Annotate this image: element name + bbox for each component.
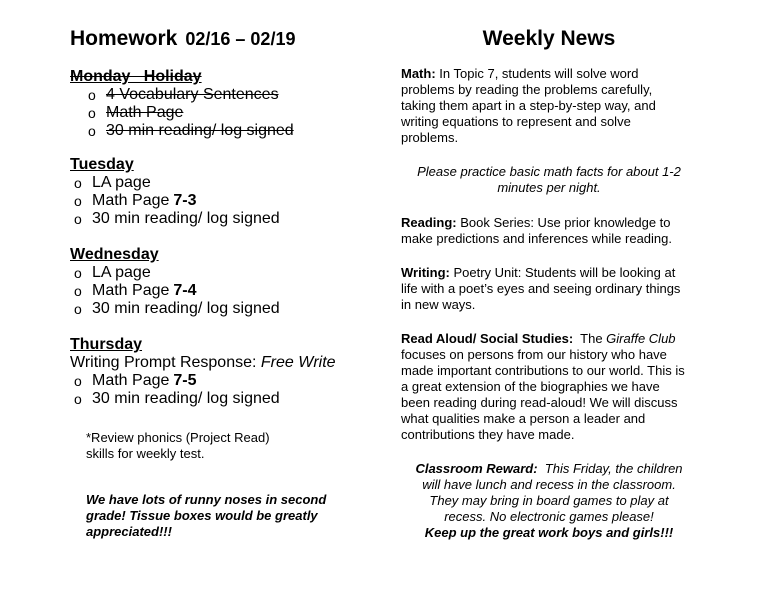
bullet-icon: o <box>74 283 82 299</box>
bullet-icon: o <box>88 123 96 139</box>
list-item: o LA page <box>74 174 151 191</box>
monday-section <box>70 68 370 140</box>
reading-news: Reading: Book Series: Use prior knowledge to make predictions and inferences while reading. <box>401 215 672 246</box>
tissue-note: We have lots of runny noses in second grade! Tissue boxes would be greatly appreciated!!! <box>86 492 327 539</box>
bullet-icon: o <box>74 373 82 389</box>
list-item: o 30 min reading/ log signed <box>74 210 280 227</box>
list-item: o Math Page 7-4 <box>74 282 197 299</box>
list-item: o 30 min reading/ log signed <box>88 122 294 139</box>
bullet-icon: o <box>74 301 82 317</box>
writing-prompt: Writing Prompt Response: Free Write <box>70 354 336 371</box>
news-title: Weekly News <box>482 27 616 50</box>
classroom-reward: Classroom Reward: This Friday, the children will have lunch and recess in the classroom. They may bring in board games to play at recess. No electronic games please! Keep up the great work boys and girls!!! <box>415 461 683 540</box>
bullet-icon: o <box>88 105 96 121</box>
list-item: o 4 Vocabulary Sentences <box>88 86 279 103</box>
thursday-task-list <box>74 372 370 408</box>
list-item: o Math Page <box>88 104 184 121</box>
math-facts-note: Please practice basic math facts for about 1-2 minutes per night. <box>417 164 681 195</box>
review-note: *Review phonics (Project Read) skills for weekly test. <box>86 430 270 461</box>
monday-task-list <box>88 86 370 140</box>
bullet-icon: o <box>88 87 96 103</box>
news-column <box>401 24 701 541</box>
list-item: o 30 min reading/ log signed <box>74 390 280 407</box>
bullet-icon: o <box>74 211 82 227</box>
wednesday-section <box>70 246 370 318</box>
writing-news: Writing: Poetry Unit: Students will be looking at life with a poet’s eyes and seeing ordinary things in new ways. <box>401 265 681 312</box>
list-item: o 30 min reading/ log signed <box>74 300 280 317</box>
tuesday-task-list <box>74 174 370 228</box>
homework-column <box>70 24 370 540</box>
wednesday-heading: Wednesday <box>70 246 159 263</box>
wednesday-task-list <box>74 264 370 318</box>
bullet-icon: o <box>74 391 82 407</box>
read-aloud-news: Read Aloud/ Social Studies: The Giraffe Club focuses on persons from our history who have made important contributions to our world. This is a great extension of the biographies we have been reading during read-aloud! We will discuss what qualities make a person a leader and contributions they have made. <box>401 331 685 442</box>
thursday-heading: Thursday <box>70 336 143 353</box>
thursday-section <box>70 336 370 408</box>
bullet-icon: o <box>74 193 82 209</box>
homework-title: Homework 02/16 – 02/19 <box>70 27 296 50</box>
bullet-icon: o <box>74 175 82 191</box>
list-item: o Math Page 7-3 <box>74 192 197 209</box>
math-news: Math: In Topic 7, students will solve word problems by reading the problems carefully, taking them apart in a step-by-step way, and writing equations to represent and solve problems. <box>401 66 656 145</box>
tuesday-heading: Tuesday <box>70 156 134 173</box>
homework-date-range: 02/16 – 02/19 <box>185 29 296 49</box>
list-item: o Math Page 7-5 <box>74 372 197 389</box>
tuesday-section <box>70 156 370 228</box>
list-item: o LA page <box>74 264 151 281</box>
bullet-icon: o <box>74 265 82 281</box>
monday-heading: Monday Holiday <box>70 68 202 85</box>
